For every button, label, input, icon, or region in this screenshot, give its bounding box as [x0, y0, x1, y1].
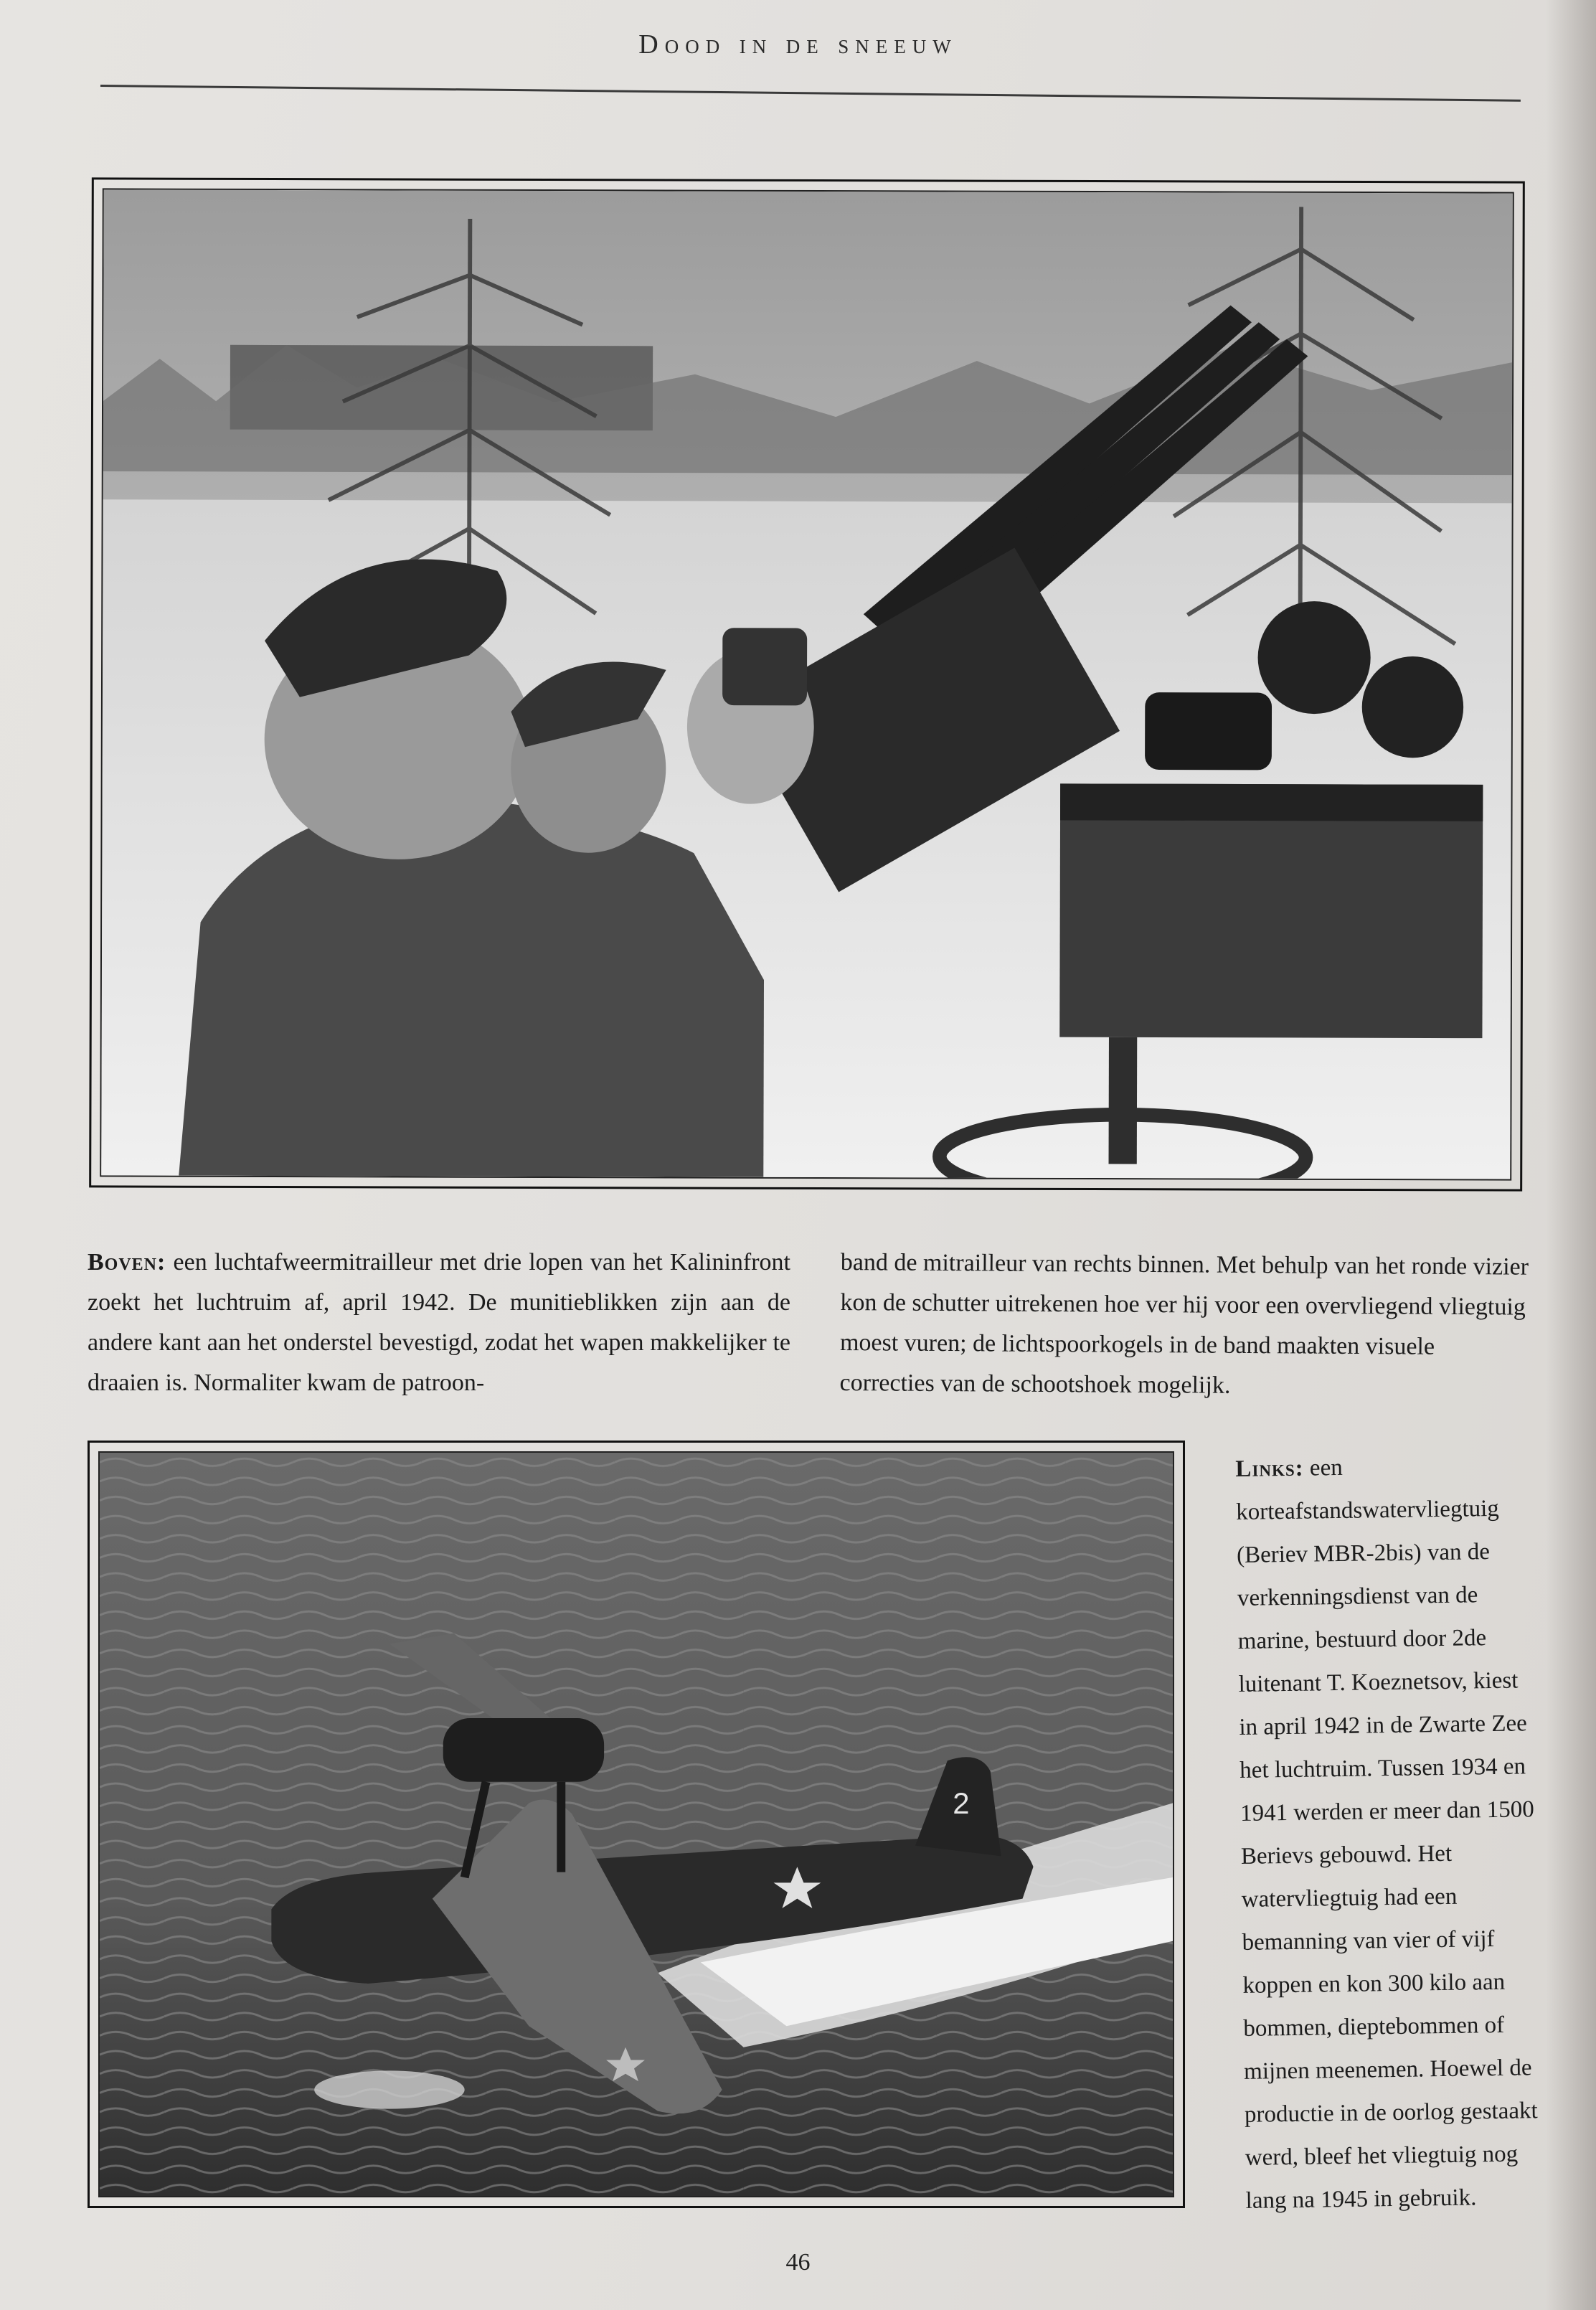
header-rule [100, 85, 1521, 102]
running-head: Dood in de sneeuw [638, 29, 958, 60]
caption-top-lead: Boven: [88, 1249, 166, 1276]
photo-top-image [100, 188, 1514, 1180]
photo-bottom-drawing [100, 1453, 1173, 2196]
caption-side [1235, 1443, 1547, 2222]
page-edge-shadow [1546, 0, 1596, 2310]
caption-top-column-2: band de mitrailleur van rechts binnen. Met behulp van het ronde vizier kon de schutter uitrekenen hoe ver hij voor een overvliegend vliegtuig moest vuren; de lichtspoorkogels in de band maakten visuele correcties van de schootshoek mogelijk. [839, 1248, 1529, 1399]
tail-number-mark: 2 [953, 1786, 970, 1821]
caption-top-column-1 [88, 1243, 790, 1403]
photo-anti-aircraft-gun [89, 177, 1525, 1191]
caption-top-text-1: een luchtafweermitrailleur met drie lopen van het Kalininfront zoekt het luchtruim af, april 1942. De munitieblikken zijn aan de andere kant aan het onderstel bevestigd, zodat het wapen makkelijker te draaien is. Normaliter kwam de patroon- [88, 1249, 790, 1396]
photo-top-drawing [101, 189, 1513, 1179]
caption-side-text: een korteafstandswatervliegtuig (Beriev MBR-2bis) van de verkenningsdienst van de marine, bestuurd door 2de luitenant T. Koeznetsov, kiest in april 1942 in de Zwarte Zee het luchtruim. Tussen 1934 en 1941 werden er meer dan 1500 Berievs gebouwd. Het watervliegtuig had een bemanning van vier of vijf koppen en kon 300 kilo aan bommen, dieptebommen of mijnen meenemen. Hoewel de productie in de oorlog gestaakt werd, bleef het vliegtuig nog lang na 1945 in gebruik. [1236, 1454, 1538, 2214]
page-number: 46 [785, 2249, 811, 2276]
caption-side-lead: Links: [1235, 1455, 1304, 1482]
photo-seaplane [88, 1441, 1185, 2208]
photo-bottom-image [98, 1451, 1174, 2197]
